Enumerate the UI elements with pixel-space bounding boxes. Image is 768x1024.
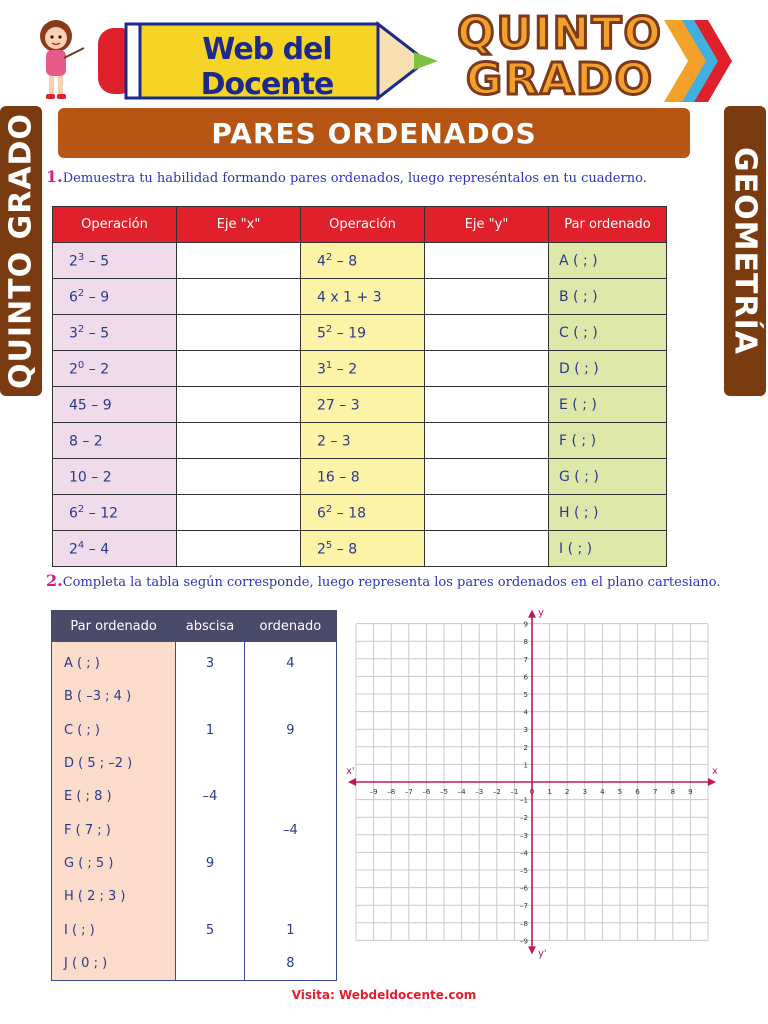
operation-rest: – 4 (84, 541, 110, 558)
y-tick-label: –4 (520, 849, 528, 858)
abscissa-cell: 9 (176, 847, 245, 880)
operation-x-cell (53, 279, 177, 315)
operation-base: 5 (317, 325, 326, 342)
operations-table (52, 206, 667, 567)
axis-y-answer-cell[interactable] (425, 315, 549, 351)
x-axis-arrow-icon (708, 778, 716, 786)
pair-cell: A ( ; ) (52, 642, 176, 681)
x-tick-label: –3 (475, 788, 484, 796)
section2-number: 2. (46, 571, 63, 590)
col-header-pair: Par ordenado (52, 611, 176, 642)
y-tick-label: 2 (523, 743, 528, 752)
x-axis-neg-label: x' (346, 766, 355, 777)
chevron-arrows-decoration (664, 20, 734, 102)
section2-text: Completa la tabla según corresponde, luego representa los pares ordenados en el plano cartesiano. (62, 575, 721, 590)
operation-base: 6 (69, 505, 78, 522)
col-header-operation-y: Operación (301, 207, 425, 243)
brand-name: Web del Docente (200, 32, 334, 102)
operation-exponent: 5 (325, 539, 333, 551)
operation-y-cell (301, 315, 425, 351)
x-tick-label: –9 (369, 788, 378, 796)
ordered-pair-text: H ( ; ) (559, 504, 599, 521)
x-tick-label: –5 (440, 788, 448, 796)
ordered-pair-text: I ( ; ) (559, 540, 593, 557)
operation-exponent: 4 (77, 539, 85, 551)
ordered-pair-cell (549, 423, 667, 459)
table-row (52, 847, 337, 880)
x-tick-label: 1 (547, 788, 552, 796)
operation-base: 16 – 8 (317, 469, 360, 486)
x-tick-label: 4 (600, 788, 605, 796)
ordered-pair-text: E ( ; ) (559, 396, 597, 413)
ordinate-cell (244, 847, 336, 880)
pairs-table (51, 610, 337, 981)
col-header-ordinate: ordenado (244, 611, 336, 642)
operation-rest: – 12 (84, 505, 119, 522)
y-axis-neg-arrow-icon (528, 946, 536, 954)
y-tick-label: –1 (520, 796, 528, 805)
ordinate-cell: 4 (244, 642, 336, 681)
ordinate-cell (244, 747, 336, 780)
section1-instruction (46, 167, 647, 186)
operation-exponent: 2 (325, 503, 333, 515)
x-tick-label: 9 (688, 788, 693, 796)
x-axis-neg-arrow-icon (348, 778, 356, 786)
x-tick-label: –6 (422, 788, 431, 796)
ordered-pair-text: B ( ; ) (559, 288, 598, 305)
operation-x-cell (53, 387, 177, 423)
y-tick-label: 6 (523, 673, 528, 682)
abscissa-cell (176, 947, 245, 981)
operation-rest: – 9 (84, 289, 110, 306)
abscissa-cell: –4 (176, 780, 245, 813)
side-label-right (724, 106, 766, 396)
operation-x-cell (53, 495, 177, 531)
section1-text: Demuestra tu habilidad formando pares ordenados, luego represéntalos en tu cuaderno. (62, 171, 647, 186)
operation-rest: – 19 (332, 325, 367, 342)
y-tick-label: –8 (520, 919, 528, 928)
ordinate-cell (244, 780, 336, 813)
x-tick-label: 5 (617, 788, 623, 796)
pair-cell: J ( 0 ; ) (52, 947, 176, 981)
operation-exponent: 2 (77, 323, 85, 335)
table-row (52, 880, 337, 913)
operation-base: 8 – 2 (69, 433, 103, 450)
operation-y-cell (301, 531, 425, 567)
operation-exponent: 1 (325, 359, 333, 371)
operation-y-cell (301, 279, 425, 315)
table-row (52, 913, 337, 946)
ordered-pair-text: A ( ; ) (559, 252, 598, 269)
y-axis-label: y (538, 607, 544, 619)
ordered-pair-cell (549, 315, 667, 351)
table-row (52, 747, 337, 780)
ordinate-cell (244, 880, 336, 913)
y-axis-neg-label: y' (538, 948, 547, 960)
pair-cell: B ( –3 ; 4 ) (52, 680, 176, 713)
operation-rest: – 18 (332, 505, 367, 522)
table-row (53, 531, 667, 567)
operation-x-cell (53, 459, 177, 495)
x-tick-label: 0 (529, 788, 535, 796)
operation-rest: – 5 (84, 325, 110, 342)
ordered-pair-cell (549, 531, 667, 567)
axis-x-answer-cell[interactable] (177, 531, 301, 567)
y-tick-label: 5 (523, 691, 528, 699)
table-row (52, 813, 337, 846)
y-tick-label: –7 (520, 902, 528, 911)
abscissa-cell (176, 880, 245, 913)
x-axis-label: x (712, 766, 718, 777)
operation-base: 4 (317, 253, 326, 270)
axis-y-answer-cell[interactable] (425, 531, 549, 567)
operation-base: 2 (69, 253, 78, 270)
axis-y-answer-cell[interactable] (425, 387, 549, 423)
y-tick-label: 7 (523, 655, 528, 664)
table-row (53, 495, 667, 531)
axis-x-answer-cell[interactable] (177, 423, 301, 459)
operation-x-cell (53, 351, 177, 387)
pair-cell: F ( 7 ; ) (52, 813, 176, 846)
y-tick-label: –5 (520, 867, 528, 875)
operation-base: 2 – 3 (317, 433, 351, 450)
table-row (52, 680, 337, 713)
operation-base: 6 (69, 289, 78, 306)
x-tick-label: –1 (510, 788, 519, 796)
footer-link[interactable]: Visita: Webdeldocente.com (291, 988, 477, 1002)
abscissa-cell: 5 (176, 913, 245, 946)
operation-base: 3 (317, 361, 326, 378)
x-tick-label: –8 (387, 788, 396, 796)
operation-rest: – 5 (84, 253, 110, 270)
x-tick-label: –4 (457, 788, 466, 796)
axis-x-answer-cell[interactable] (177, 315, 301, 351)
y-tick-label: 3 (523, 726, 528, 735)
pair-cell: H ( 2 ; 3 ) (52, 880, 176, 913)
axis-x-answer-cell[interactable] (177, 387, 301, 423)
operation-rest: – 2 (332, 361, 358, 378)
operation-x-cell (53, 423, 177, 459)
table-row (53, 423, 667, 459)
operation-base: 4 x 1 + 3 (317, 289, 382, 306)
axis-y-answer-cell[interactable] (425, 459, 549, 495)
operation-y-cell (301, 495, 425, 531)
operation-y-cell (301, 387, 425, 423)
abscissa-cell (176, 813, 245, 846)
y-tick-label: –9 (520, 937, 528, 946)
x-tick-label: 8 (670, 788, 676, 796)
ordered-pair-cell (549, 459, 667, 495)
operation-base: 2 (69, 361, 78, 378)
table-row (53, 315, 667, 351)
axis-y-answer-cell[interactable] (425, 495, 549, 531)
ordered-pair-cell (549, 279, 667, 315)
operation-exponent: 3 (77, 251, 85, 263)
abscissa-cell: 3 (176, 642, 245, 681)
ordered-pair-cell (549, 351, 667, 387)
table-row (53, 351, 667, 387)
operation-y-cell (301, 423, 425, 459)
axis-y-answer-cell[interactable] (425, 279, 549, 315)
side-label-left-text: QUINTO GRADO (3, 113, 39, 389)
table-row (53, 387, 667, 423)
pair-cell: G ( ; 5 ) (52, 847, 176, 880)
y-tick-label: 9 (523, 620, 528, 629)
ordered-pair-text: F ( ; ) (559, 432, 597, 449)
ordered-pair-cell (549, 495, 667, 531)
pair-cell: E ( ; 8 ) (52, 780, 176, 813)
operation-exponent: 2 (77, 287, 85, 299)
operation-base: 45 – 9 (69, 397, 112, 414)
pair-cell: I ( ; ) (52, 913, 176, 946)
operation-rest: – 2 (84, 361, 110, 378)
pair-cell: C ( ; ) (52, 714, 176, 747)
table-row (52, 947, 337, 981)
operation-exponent: 2 (325, 323, 333, 335)
side-label-right-text: GEOMETRÍA (727, 147, 763, 355)
y-tick-label: –2 (520, 814, 528, 823)
x-tick-label: –2 (492, 788, 501, 796)
section1-number: 1. (46, 167, 63, 186)
ordinate-cell: –4 (244, 813, 336, 846)
x-tick-label: 2 (564, 788, 570, 796)
ordinate-cell: 1 (244, 913, 336, 946)
operation-x-cell (53, 531, 177, 567)
col-header-axis-x: Eje "x" (177, 207, 301, 243)
axis-x-answer-cell[interactable] (177, 351, 301, 387)
ordered-pair-text: C ( ; ) (559, 324, 598, 341)
y-tick-label: 8 (523, 638, 528, 647)
grade-title-bottom: GRADO (466, 54, 654, 105)
ordered-pair-text: D ( ; ) (559, 360, 599, 377)
operation-y-cell (301, 351, 425, 387)
x-tick-label: 6 (635, 788, 640, 796)
table-row (52, 714, 337, 747)
grade-title-top: QUINTO (457, 8, 663, 59)
table-row (53, 243, 667, 279)
ordered-pair-cell (549, 243, 667, 279)
operation-exponent: 0 (77, 359, 85, 371)
abscissa-cell (176, 680, 245, 713)
axis-y-answer-cell[interactable] (425, 351, 549, 387)
operation-base: 10 – 2 (69, 469, 112, 486)
y-axis-arrow-icon (528, 610, 536, 618)
axis-x-answer-cell[interactable] (177, 459, 301, 495)
operation-exponent: 2 (77, 503, 85, 515)
x-tick-label: –7 (404, 788, 413, 796)
cartesian-plane (346, 606, 726, 962)
ordinate-cell: 9 (244, 714, 336, 747)
axis-x-answer-cell[interactable] (177, 279, 301, 315)
axis-y-answer-cell[interactable] (425, 423, 549, 459)
operation-x-cell (53, 243, 177, 279)
y-tick-label: 1 (523, 761, 528, 770)
ordinate-cell: 8 (244, 947, 336, 981)
col-header-abscissa: abscisa (176, 611, 245, 642)
operation-exponent: 2 (325, 251, 333, 263)
col-header-ordered-pair: Par ordenado (549, 207, 667, 243)
col-header-axis-y: Eje "y" (425, 207, 549, 243)
abscissa-cell: 1 (176, 714, 245, 747)
operation-x-cell (53, 315, 177, 351)
y-tick-label: –3 (520, 831, 528, 840)
operation-base: 2 (317, 541, 326, 558)
page-title: PARES ORDENADOS (58, 108, 690, 158)
col-header-operation-x: Operación (53, 207, 177, 243)
table-row (53, 279, 667, 315)
ordered-pair-cell (549, 387, 667, 423)
teacher-illustration (30, 14, 86, 100)
operation-rest: – 8 (332, 253, 358, 270)
axis-x-answer-cell[interactable] (177, 243, 301, 279)
y-tick-label: 4 (523, 708, 528, 717)
ordered-pair-text: G ( ; ) (559, 468, 599, 485)
operation-y-cell (301, 243, 425, 279)
operation-base: 2 (69, 541, 78, 558)
operation-base: 3 (69, 325, 78, 342)
side-label-left (0, 106, 42, 396)
operation-y-cell (301, 459, 425, 495)
table-row (52, 642, 337, 681)
axis-x-answer-cell[interactable] (177, 495, 301, 531)
x-tick-label: 7 (652, 788, 658, 796)
operation-base: 27 – 3 (317, 397, 360, 414)
x-tick-label: 3 (582, 788, 588, 796)
ordinate-cell (244, 680, 336, 713)
axis-y-answer-cell[interactable] (425, 243, 549, 279)
y-tick-label: –6 (520, 884, 528, 893)
operation-base: 6 (317, 505, 326, 522)
section2-instruction (46, 571, 721, 590)
abscissa-cell (176, 747, 245, 780)
operation-rest: – 8 (332, 541, 358, 558)
pair-cell: D ( 5 ; –2 ) (52, 747, 176, 780)
table-row (53, 459, 667, 495)
table-row (52, 780, 337, 813)
